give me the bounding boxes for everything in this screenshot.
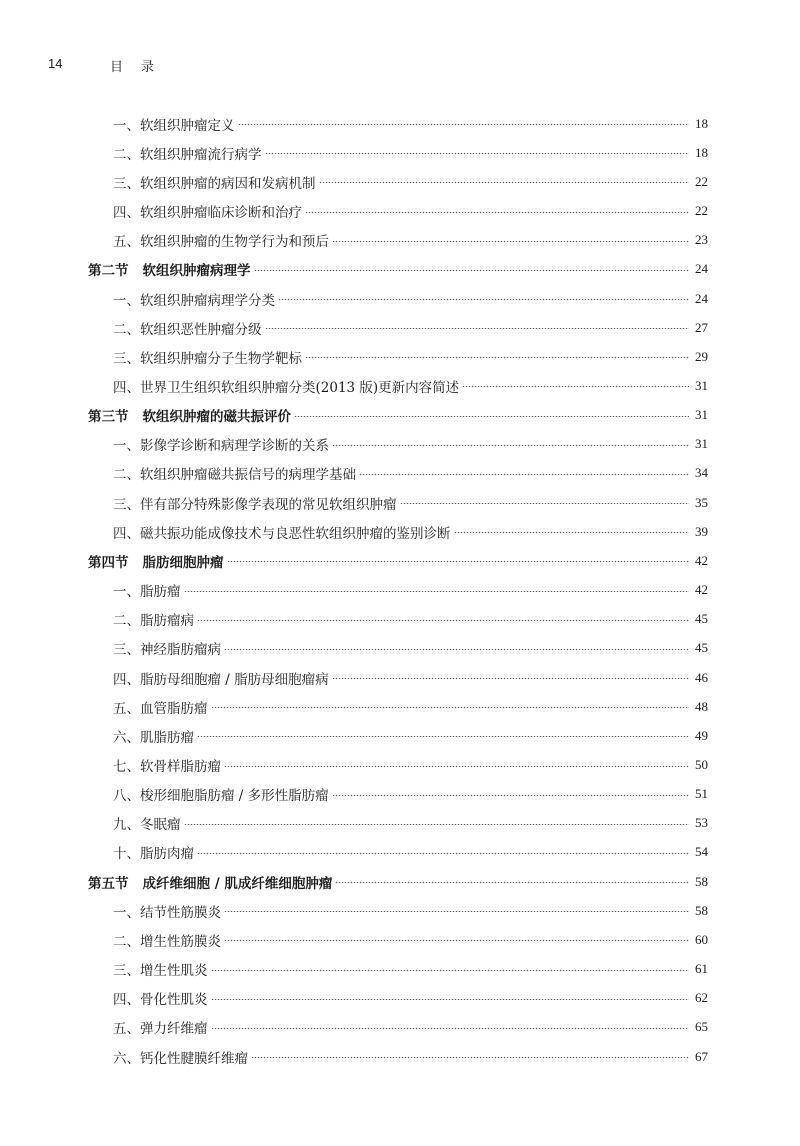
toc-entry[interactable] bbox=[0, 313, 800, 342]
toc-page-number: 18 bbox=[695, 144, 708, 160]
toc-entry[interactable] bbox=[0, 167, 800, 196]
toc-section-entry[interactable] bbox=[0, 401, 800, 430]
toc-entry[interactable] bbox=[0, 430, 800, 459]
toc-entry-title: 三、伴有部分特殊影像学表现的常见软组织肿瘤 bbox=[113, 496, 397, 513]
toc-page-number: 62 bbox=[695, 990, 708, 1006]
toc-entry-title: 九、冬眠瘤 bbox=[113, 817, 181, 834]
dot-leader bbox=[197, 853, 689, 854]
toc-entry-title bbox=[88, 872, 332, 892]
toc-entry-title: 四、骨化性肌炎 bbox=[113, 992, 208, 1009]
toc-entry-title bbox=[88, 551, 224, 571]
toc-page-number: 53 bbox=[695, 815, 708, 831]
dot-leader bbox=[224, 911, 689, 912]
section-number: 第五节 bbox=[88, 875, 129, 892]
toc-entry-title: 二、软组织肿瘤流行病学 bbox=[113, 146, 262, 163]
toc-page-number: 31 bbox=[695, 436, 708, 452]
toc-entry-title: 三、软组织肿瘤的病因和发病机制 bbox=[113, 175, 316, 192]
toc-page-number: 58 bbox=[695, 902, 708, 918]
toc-entry[interactable] bbox=[0, 196, 800, 225]
toc-page-number: 39 bbox=[695, 523, 708, 539]
toc-entry[interactable] bbox=[0, 605, 800, 634]
toc-entry-title bbox=[88, 405, 291, 425]
toc-entry[interactable] bbox=[0, 226, 800, 255]
toc-entry-title: 一、结节性筋膜炎 bbox=[113, 904, 221, 921]
dot-leader bbox=[305, 357, 689, 358]
dot-leader bbox=[211, 999, 690, 1000]
toc-page-number: 31 bbox=[695, 377, 708, 393]
toc-page-number: 50 bbox=[695, 757, 708, 773]
toc-page-number: 58 bbox=[695, 873, 708, 889]
dot-leader bbox=[319, 182, 690, 183]
dot-leader bbox=[278, 299, 689, 300]
toc-entry-title: 一、脂肪瘤 bbox=[113, 584, 181, 601]
toc-page-number: 51 bbox=[695, 786, 708, 802]
toc-entry-title: 二、软组织肿瘤磁共振信号的病理学基础 bbox=[113, 467, 356, 484]
toc-page-number: 35 bbox=[695, 494, 708, 510]
toc-entry-title: 三、增生性肌炎 bbox=[113, 963, 208, 980]
running-header bbox=[0, 56, 800, 80]
toc-entry-title: 五、软组织肿瘤的生物学行为和预后 bbox=[113, 234, 329, 251]
dot-leader bbox=[224, 940, 689, 941]
section-title: 软组织肿瘤的磁共振评价 bbox=[142, 409, 291, 426]
dot-leader bbox=[211, 707, 690, 708]
toc-entry-title: 三、软组织肿瘤分子生物学靶标 bbox=[113, 350, 302, 367]
section-title: 成纤维细胞 / 肌成纤维细胞肿瘤 bbox=[142, 875, 333, 892]
toc-page-number: 45 bbox=[695, 611, 708, 627]
dot-leader bbox=[294, 416, 689, 417]
toc-page-number: 22 bbox=[695, 173, 708, 189]
toc-entry[interactable] bbox=[0, 809, 800, 838]
toc-entry[interactable] bbox=[0, 634, 800, 663]
dot-leader bbox=[211, 970, 690, 971]
toc-entry[interactable] bbox=[0, 663, 800, 692]
toc-entry-title: 一、影像学诊断和病理学诊断的关系 bbox=[113, 438, 329, 455]
toc-entry[interactable] bbox=[0, 721, 800, 750]
dot-leader bbox=[332, 678, 689, 679]
toc-entry-title: 五、弹力纤维瘤 bbox=[113, 1021, 208, 1038]
toc-page-number: 29 bbox=[695, 348, 708, 364]
toc-entry[interactable] bbox=[0, 459, 800, 488]
dot-leader bbox=[265, 153, 690, 154]
dot-leader bbox=[332, 241, 689, 242]
toc-page-number: 22 bbox=[695, 203, 708, 219]
toc-entry-title: 七、软骨样脂肪瘤 bbox=[113, 759, 221, 776]
toc-entry-title: 二、软组织恶性肿瘤分级 bbox=[113, 321, 262, 338]
toc-page-number: 34 bbox=[695, 465, 708, 481]
dot-leader bbox=[462, 386, 689, 387]
section-number: 第三节 bbox=[88, 409, 129, 426]
toc-entry-title: 一、软组织肿瘤定义 bbox=[113, 117, 235, 134]
toc-entry[interactable] bbox=[0, 955, 800, 984]
dot-leader bbox=[335, 882, 689, 883]
toc-entry[interactable] bbox=[0, 342, 800, 371]
toc-entry[interactable] bbox=[0, 576, 800, 605]
toc-entry-title: 三、神经脂肪瘤病 bbox=[113, 642, 221, 659]
toc-entry[interactable] bbox=[0, 138, 800, 167]
toc-entry[interactable] bbox=[0, 517, 800, 546]
toc-entry[interactable] bbox=[0, 896, 800, 925]
toc-page-number: 42 bbox=[695, 582, 708, 598]
dot-leader bbox=[400, 503, 690, 504]
dot-leader bbox=[305, 212, 689, 213]
toc-entry-title: 四、脂肪母细胞瘤 / 脂肪母细胞瘤病 bbox=[113, 671, 329, 688]
dot-leader bbox=[184, 824, 690, 825]
toc-entry-title: 十、脂肪肉瘤 bbox=[113, 846, 194, 863]
dot-leader bbox=[332, 445, 689, 446]
toc-entry[interactable] bbox=[0, 109, 800, 138]
dot-leader bbox=[197, 620, 689, 621]
toc-entry-title: 四、软组织肿瘤临床诊断和治疗 bbox=[113, 205, 302, 222]
toc-page-number: 61 bbox=[695, 961, 708, 977]
toc-page-number: 42 bbox=[695, 552, 708, 568]
toc-section-entry[interactable] bbox=[0, 867, 800, 896]
page-number: 14 bbox=[48, 56, 63, 71]
toc-page-number: 27 bbox=[695, 319, 708, 335]
toc-entry-title: 二、脂肪瘤病 bbox=[113, 613, 194, 630]
toc-page-number: 18 bbox=[695, 115, 708, 131]
dot-leader bbox=[254, 270, 690, 271]
toc-page-number: 46 bbox=[695, 669, 708, 685]
header-title: 目录 bbox=[110, 60, 173, 75]
toc-entry[interactable] bbox=[0, 838, 800, 867]
dot-leader bbox=[454, 532, 690, 533]
toc-entry-title: 六、肌脂肪瘤 bbox=[113, 729, 194, 746]
dot-leader bbox=[224, 649, 689, 650]
table-of-contents bbox=[0, 109, 800, 1071]
toc-page-number: 54 bbox=[695, 844, 708, 860]
section-title: 软组织肿瘤病理学 bbox=[142, 263, 251, 280]
toc-page-number: 49 bbox=[695, 727, 708, 743]
toc-entry-title: 六、钙化性腱膜纤维瘤 bbox=[113, 1050, 248, 1067]
toc-page-number: 24 bbox=[695, 261, 708, 277]
toc-entry-title: 四、世界卫生组织软组织肿瘤分类(2013 版)更新内容简述 bbox=[113, 379, 460, 396]
toc-entry[interactable] bbox=[0, 925, 800, 954]
toc-page-number: 67 bbox=[695, 1048, 708, 1064]
toc-entry[interactable] bbox=[0, 692, 800, 721]
section-number: 第四节 bbox=[88, 554, 129, 571]
toc-page-number: 45 bbox=[695, 640, 708, 656]
toc-entry-title: 四、磁共振功能成像技术与良恶性软组织肿瘤的鉴别诊断 bbox=[113, 525, 451, 542]
toc-page-number: 24 bbox=[695, 290, 708, 306]
dot-leader bbox=[251, 1057, 689, 1058]
toc-entry[interactable] bbox=[0, 780, 800, 809]
toc-entry-title bbox=[88, 259, 251, 279]
toc-section-entry[interactable] bbox=[0, 255, 800, 284]
toc-entry[interactable] bbox=[0, 488, 800, 517]
dot-leader bbox=[359, 474, 689, 475]
dot-leader bbox=[224, 766, 689, 767]
toc-entry-title: 八、梭形细胞脂肪瘤 / 多形性脂肪瘤 bbox=[113, 788, 329, 805]
dot-leader bbox=[238, 124, 690, 125]
dot-leader bbox=[211, 1028, 690, 1029]
toc-page-number: 31 bbox=[695, 407, 708, 423]
toc-page-number: 48 bbox=[695, 698, 708, 714]
toc-entry[interactable] bbox=[0, 284, 800, 313]
toc-page-number: 65 bbox=[695, 1019, 708, 1035]
toc-entry[interactable] bbox=[0, 1013, 800, 1042]
toc-entry[interactable] bbox=[0, 984, 800, 1013]
toc-section-entry[interactable] bbox=[0, 546, 800, 575]
section-number: 第二节 bbox=[88, 263, 129, 280]
section-title: 脂肪细胞肿瘤 bbox=[142, 554, 224, 571]
dot-leader bbox=[265, 328, 690, 329]
dot-leader bbox=[227, 561, 690, 562]
dot-leader bbox=[332, 795, 689, 796]
toc-entry[interactable] bbox=[0, 750, 800, 779]
dot-leader bbox=[184, 591, 690, 592]
dot-leader bbox=[197, 736, 689, 737]
toc-entry[interactable] bbox=[0, 371, 800, 400]
toc-entry-title: 二、增生性筋膜炎 bbox=[113, 933, 221, 950]
toc-page-number: 60 bbox=[695, 931, 708, 947]
toc-entry[interactable] bbox=[0, 1042, 800, 1071]
toc-page-number: 23 bbox=[695, 232, 708, 248]
toc-entry-title: 一、软组织肿瘤病理学分类 bbox=[113, 292, 275, 309]
toc-entry-title: 五、血管脂肪瘤 bbox=[113, 700, 208, 717]
